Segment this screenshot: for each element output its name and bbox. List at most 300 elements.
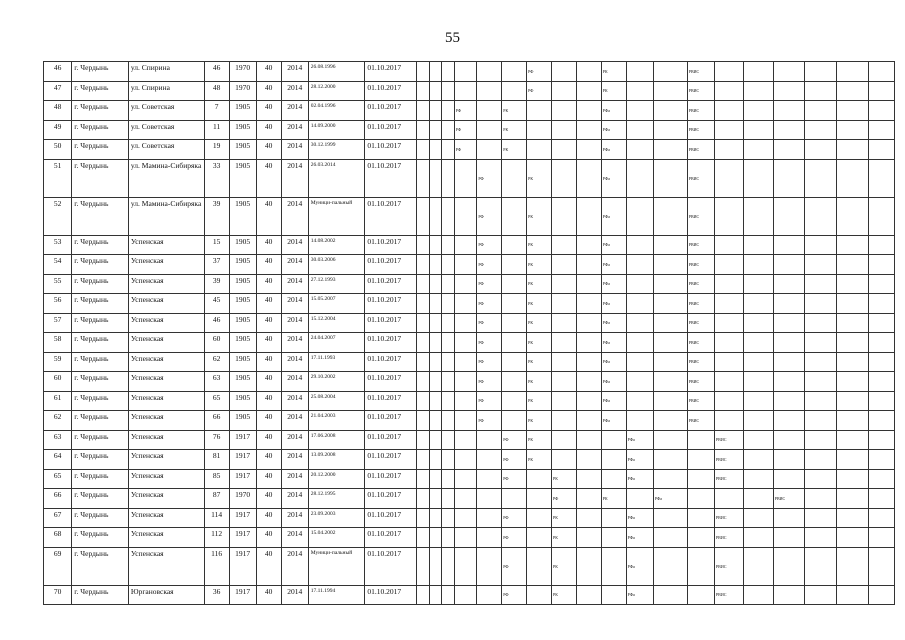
date-cell: 29.10.2002 bbox=[308, 372, 365, 392]
empty-cell bbox=[837, 120, 869, 140]
work-mark-cell: РФа bbox=[626, 585, 653, 605]
empty-cell bbox=[744, 159, 773, 197]
empty-cell bbox=[417, 255, 429, 275]
empty-cell bbox=[442, 372, 454, 392]
empty-cell bbox=[527, 528, 552, 548]
empty-cell bbox=[805, 294, 837, 314]
plan-cell: 2014 bbox=[281, 62, 308, 82]
work-mark-cell: РВИС bbox=[687, 62, 714, 82]
work-mark-cell: РФа bbox=[601, 333, 626, 353]
empty-cell bbox=[442, 62, 454, 82]
row-number: 57 bbox=[44, 313, 72, 333]
house-cell: 62 bbox=[204, 352, 229, 372]
empty-cell bbox=[626, 313, 653, 333]
empty-cell bbox=[805, 450, 837, 470]
row-number: 69 bbox=[44, 547, 72, 585]
table-row bbox=[44, 430, 895, 450]
due-cell: 01.10.2017 bbox=[365, 528, 417, 548]
table-row bbox=[44, 120, 895, 140]
empty-cell bbox=[442, 391, 454, 411]
town-cell: г. Чердынь bbox=[72, 255, 129, 275]
empty-cell bbox=[773, 101, 805, 121]
empty-cell bbox=[653, 430, 687, 450]
wear-cell: 40 bbox=[256, 411, 281, 431]
empty-cell bbox=[442, 489, 454, 509]
date-cell: 28.12.2000 bbox=[308, 81, 365, 101]
table-row bbox=[44, 528, 895, 548]
date-cell: 24.04.2007 bbox=[308, 333, 365, 353]
empty-cell bbox=[454, 528, 477, 548]
plan-cell: 2014 bbox=[281, 294, 308, 314]
empty-cell bbox=[502, 62, 527, 82]
house-cell: 66 bbox=[204, 411, 229, 431]
work-mark-cell: РФ bbox=[477, 372, 502, 392]
year-cell: 1970 bbox=[229, 81, 256, 101]
town-cell: г. Чердынь bbox=[72, 159, 129, 197]
empty-cell bbox=[805, 140, 837, 160]
empty-cell bbox=[744, 101, 773, 121]
town-cell: г. Чердынь bbox=[72, 508, 129, 528]
empty-cell bbox=[714, 197, 743, 235]
table-row bbox=[44, 489, 895, 509]
empty-cell bbox=[417, 489, 429, 509]
town-cell: г. Чердынь bbox=[72, 430, 129, 450]
empty-cell bbox=[417, 120, 429, 140]
empty-cell bbox=[868, 197, 894, 235]
work-mark-cell: РК bbox=[527, 294, 552, 314]
empty-cell bbox=[744, 197, 773, 235]
plan-cell: 2014 bbox=[281, 469, 308, 489]
empty-cell bbox=[626, 391, 653, 411]
plan-cell: 2014 bbox=[281, 101, 308, 121]
empty-cell bbox=[868, 313, 894, 333]
year-cell: 1905 bbox=[229, 140, 256, 160]
row-number: 68 bbox=[44, 528, 72, 548]
empty-cell bbox=[868, 333, 894, 353]
street-cell: Успенская bbox=[128, 430, 204, 450]
year-cell: 1905 bbox=[229, 120, 256, 140]
empty-cell bbox=[626, 101, 653, 121]
plan-cell: 2014 bbox=[281, 274, 308, 294]
work-mark-cell: РФа bbox=[601, 159, 626, 197]
work-mark-cell: РК bbox=[527, 352, 552, 372]
empty-cell bbox=[417, 391, 429, 411]
empty-cell bbox=[552, 411, 577, 431]
empty-cell bbox=[576, 274, 601, 294]
wear-cell: 40 bbox=[256, 391, 281, 411]
empty-cell bbox=[601, 508, 626, 528]
work-mark-cell: РК bbox=[527, 391, 552, 411]
due-cell: 01.10.2017 bbox=[365, 450, 417, 470]
year-cell: 1905 bbox=[229, 333, 256, 353]
empty-cell bbox=[442, 333, 454, 353]
table-row bbox=[44, 372, 895, 392]
table-row bbox=[44, 333, 895, 353]
empty-cell bbox=[653, 159, 687, 197]
empty-cell bbox=[477, 469, 502, 489]
empty-cell bbox=[552, 352, 577, 372]
work-mark-cell: РВИС bbox=[687, 255, 714, 275]
plan-cell: 2014 bbox=[281, 313, 308, 333]
house-cell: 46 bbox=[204, 62, 229, 82]
empty-cell bbox=[626, 255, 653, 275]
town-cell: г. Чердынь bbox=[72, 140, 129, 160]
empty-cell bbox=[552, 372, 577, 392]
street-cell: Успенская bbox=[128, 372, 204, 392]
empty-cell bbox=[454, 62, 477, 82]
plan-cell: 2014 bbox=[281, 235, 308, 255]
empty-cell bbox=[527, 508, 552, 528]
empty-cell bbox=[773, 450, 805, 470]
work-mark-cell: РК bbox=[601, 489, 626, 509]
due-cell: 01.10.2017 bbox=[365, 140, 417, 160]
due-cell: 01.10.2017 bbox=[365, 294, 417, 314]
empty-cell bbox=[527, 140, 552, 160]
empty-cell bbox=[868, 528, 894, 548]
work-mark-cell: РВИС bbox=[687, 333, 714, 353]
empty-cell bbox=[417, 411, 429, 431]
empty-cell bbox=[653, 508, 687, 528]
empty-cell bbox=[576, 101, 601, 121]
empty-cell bbox=[744, 547, 773, 585]
row-number: 47 bbox=[44, 81, 72, 101]
year-cell: 1905 bbox=[229, 101, 256, 121]
row-number: 60 bbox=[44, 372, 72, 392]
work-mark-cell: РФ bbox=[477, 159, 502, 197]
town-cell: г. Чердынь bbox=[72, 81, 129, 101]
empty-cell bbox=[744, 62, 773, 82]
table-row bbox=[44, 450, 895, 470]
work-mark-cell: РВИС bbox=[687, 197, 714, 235]
house-cell: 85 bbox=[204, 469, 229, 489]
empty-cell bbox=[454, 450, 477, 470]
empty-cell bbox=[429, 528, 441, 548]
work-mark-cell: РВИС bbox=[687, 294, 714, 314]
empty-cell bbox=[868, 120, 894, 140]
town-cell: г. Чердынь bbox=[72, 585, 129, 605]
empty-cell bbox=[576, 352, 601, 372]
work-mark-cell: РВИС bbox=[773, 489, 805, 509]
empty-cell bbox=[601, 469, 626, 489]
empty-cell bbox=[454, 352, 477, 372]
empty-cell bbox=[744, 140, 773, 160]
empty-cell bbox=[429, 411, 441, 431]
table-row bbox=[44, 391, 895, 411]
wear-cell: 40 bbox=[256, 294, 281, 314]
work-mark-cell: РВИС bbox=[714, 585, 743, 605]
empty-cell bbox=[576, 81, 601, 101]
empty-cell bbox=[773, 81, 805, 101]
plan-cell: 2014 bbox=[281, 411, 308, 431]
empty-cell bbox=[687, 430, 714, 450]
plan-cell: 2014 bbox=[281, 140, 308, 160]
empty-cell bbox=[805, 547, 837, 585]
empty-cell bbox=[837, 81, 869, 101]
date-cell: 17.11.1993 bbox=[308, 352, 365, 372]
plan-cell: 2014 bbox=[281, 547, 308, 585]
empty-cell bbox=[837, 159, 869, 197]
empty-cell bbox=[552, 450, 577, 470]
empty-cell bbox=[653, 469, 687, 489]
town-cell: г. Чердынь bbox=[72, 489, 129, 509]
wear-cell: 40 bbox=[256, 274, 281, 294]
table-row bbox=[44, 352, 895, 372]
work-mark-cell: РФ bbox=[527, 81, 552, 101]
empty-cell bbox=[527, 585, 552, 605]
date-cell: 14.09.2000 bbox=[308, 120, 365, 140]
row-number: 48 bbox=[44, 101, 72, 121]
work-mark-cell: РФа bbox=[601, 352, 626, 372]
empty-cell bbox=[442, 469, 454, 489]
wear-cell: 40 bbox=[256, 547, 281, 585]
empty-cell bbox=[601, 450, 626, 470]
empty-cell bbox=[429, 159, 441, 197]
empty-cell bbox=[773, 274, 805, 294]
town-cell: г. Чердынь bbox=[72, 469, 129, 489]
empty-cell bbox=[773, 430, 805, 450]
empty-cell bbox=[417, 430, 429, 450]
work-mark-cell: РВИС bbox=[687, 120, 714, 140]
empty-cell bbox=[626, 62, 653, 82]
due-cell: 01.10.2017 bbox=[365, 430, 417, 450]
due-cell: 01.10.2017 bbox=[365, 101, 417, 121]
empty-cell bbox=[805, 333, 837, 353]
empty-cell bbox=[714, 235, 743, 255]
wear-cell: 40 bbox=[256, 313, 281, 333]
due-cell: 01.10.2017 bbox=[365, 62, 417, 82]
empty-cell bbox=[837, 235, 869, 255]
work-mark-cell: РФа bbox=[601, 372, 626, 392]
work-mark-cell: РВИС bbox=[687, 372, 714, 392]
table-row bbox=[44, 255, 895, 275]
empty-cell bbox=[714, 159, 743, 197]
empty-cell bbox=[744, 450, 773, 470]
empty-cell bbox=[653, 528, 687, 548]
empty-cell bbox=[429, 372, 441, 392]
house-cell: 87 bbox=[204, 489, 229, 509]
year-cell: 1905 bbox=[229, 313, 256, 333]
empty-cell bbox=[527, 101, 552, 121]
empty-cell bbox=[653, 411, 687, 431]
empty-cell bbox=[454, 547, 477, 585]
table-row bbox=[44, 585, 895, 605]
empty-cell bbox=[442, 140, 454, 160]
empty-cell bbox=[417, 159, 429, 197]
empty-cell bbox=[429, 450, 441, 470]
date-cell: 25.08.2004 bbox=[308, 391, 365, 411]
table-row bbox=[44, 101, 895, 121]
empty-cell bbox=[454, 235, 477, 255]
empty-cell bbox=[805, 469, 837, 489]
empty-cell bbox=[454, 255, 477, 275]
empty-cell bbox=[442, 197, 454, 235]
date-cell: 30.12.1999 bbox=[308, 140, 365, 160]
year-cell: 1917 bbox=[229, 547, 256, 585]
date-cell: 30.03.2006 bbox=[308, 255, 365, 275]
empty-cell bbox=[744, 469, 773, 489]
house-cell: 114 bbox=[204, 508, 229, 528]
work-mark-cell: РК bbox=[527, 450, 552, 470]
empty-cell bbox=[417, 294, 429, 314]
empty-cell bbox=[653, 333, 687, 353]
street-cell: ул. Советская bbox=[128, 120, 204, 140]
empty-cell bbox=[552, 235, 577, 255]
empty-cell bbox=[868, 159, 894, 197]
year-cell: 1905 bbox=[229, 294, 256, 314]
table-row bbox=[44, 508, 895, 528]
empty-cell bbox=[429, 294, 441, 314]
work-mark-cell: РФа bbox=[626, 469, 653, 489]
empty-cell bbox=[417, 81, 429, 101]
work-mark-cell: РВИС bbox=[714, 430, 743, 450]
street-cell: ул. Советская bbox=[128, 101, 204, 121]
empty-cell bbox=[477, 140, 502, 160]
empty-cell bbox=[805, 159, 837, 197]
work-mark-cell: РК bbox=[502, 140, 527, 160]
empty-cell bbox=[601, 547, 626, 585]
empty-cell bbox=[576, 159, 601, 197]
work-mark-cell: РФ bbox=[502, 528, 527, 548]
table-row bbox=[44, 62, 895, 82]
empty-cell bbox=[429, 120, 441, 140]
due-cell: 01.10.2017 bbox=[365, 235, 417, 255]
empty-cell bbox=[687, 585, 714, 605]
empty-cell bbox=[442, 101, 454, 121]
year-cell: 1970 bbox=[229, 489, 256, 509]
wear-cell: 40 bbox=[256, 333, 281, 353]
empty-cell bbox=[626, 274, 653, 294]
work-mark-cell: РФ bbox=[477, 235, 502, 255]
row-number: 66 bbox=[44, 489, 72, 509]
due-cell: 01.10.2017 bbox=[365, 469, 417, 489]
empty-cell bbox=[442, 430, 454, 450]
row-number: 63 bbox=[44, 430, 72, 450]
work-mark-cell: РК bbox=[552, 585, 577, 605]
table-row bbox=[44, 140, 895, 160]
empty-cell bbox=[744, 235, 773, 255]
empty-cell bbox=[429, 469, 441, 489]
empty-cell bbox=[477, 101, 502, 121]
empty-cell bbox=[805, 62, 837, 82]
row-number: 61 bbox=[44, 391, 72, 411]
empty-cell bbox=[502, 235, 527, 255]
work-mark-cell: РВИС bbox=[687, 81, 714, 101]
date-cell: 26.03.2014 bbox=[308, 159, 365, 197]
row-number: 52 bbox=[44, 197, 72, 235]
year-cell: 1917 bbox=[229, 430, 256, 450]
empty-cell bbox=[653, 62, 687, 82]
date-cell: 23.09.2003 bbox=[308, 508, 365, 528]
empty-cell bbox=[714, 62, 743, 82]
empty-cell bbox=[653, 274, 687, 294]
empty-cell bbox=[454, 294, 477, 314]
empty-cell bbox=[477, 585, 502, 605]
wear-cell: 40 bbox=[256, 120, 281, 140]
work-mark-cell: РФа bbox=[601, 255, 626, 275]
empty-cell bbox=[653, 101, 687, 121]
due-cell: 01.10.2017 bbox=[365, 585, 417, 605]
wear-cell: 40 bbox=[256, 81, 281, 101]
empty-cell bbox=[653, 372, 687, 392]
empty-cell bbox=[868, 391, 894, 411]
empty-cell bbox=[442, 313, 454, 333]
work-mark-cell: РВИС bbox=[687, 235, 714, 255]
empty-cell bbox=[805, 352, 837, 372]
empty-cell bbox=[417, 101, 429, 121]
work-mark-cell: РК bbox=[527, 274, 552, 294]
row-number: 54 bbox=[44, 255, 72, 275]
empty-cell bbox=[805, 235, 837, 255]
table-row bbox=[44, 197, 895, 235]
empty-cell bbox=[502, 352, 527, 372]
year-cell: 1905 bbox=[229, 274, 256, 294]
work-mark-cell: РФ bbox=[502, 450, 527, 470]
empty-cell bbox=[714, 489, 743, 509]
empty-cell bbox=[576, 197, 601, 235]
work-mark-cell: РК bbox=[527, 430, 552, 450]
work-mark-cell: РФ bbox=[454, 101, 477, 121]
year-cell: 1905 bbox=[229, 391, 256, 411]
due-cell: 01.10.2017 bbox=[365, 313, 417, 333]
empty-cell bbox=[417, 585, 429, 605]
empty-cell bbox=[687, 508, 714, 528]
empty-cell bbox=[837, 489, 869, 509]
empty-cell bbox=[576, 450, 601, 470]
date-cell: Муници-пальный bbox=[308, 197, 365, 235]
empty-cell bbox=[837, 469, 869, 489]
empty-cell bbox=[502, 372, 527, 392]
street-cell: Успенская bbox=[128, 411, 204, 431]
empty-cell bbox=[805, 585, 837, 605]
due-cell: 01.10.2017 bbox=[365, 411, 417, 431]
work-mark-cell: РВИС bbox=[687, 159, 714, 197]
empty-cell bbox=[653, 140, 687, 160]
work-mark-cell: РВИС bbox=[714, 528, 743, 548]
empty-cell bbox=[805, 391, 837, 411]
work-mark-cell: РК bbox=[527, 313, 552, 333]
table-row bbox=[44, 313, 895, 333]
work-mark-cell: РК bbox=[601, 81, 626, 101]
year-cell: 1917 bbox=[229, 450, 256, 470]
row-number: 55 bbox=[44, 274, 72, 294]
work-mark-cell: РВИС bbox=[714, 469, 743, 489]
empty-cell bbox=[502, 333, 527, 353]
wear-cell: 40 bbox=[256, 235, 281, 255]
date-cell: 20.12.2000 bbox=[308, 469, 365, 489]
empty-cell bbox=[714, 120, 743, 140]
year-cell: 1905 bbox=[229, 372, 256, 392]
year-cell: 1917 bbox=[229, 528, 256, 548]
year-cell: 1917 bbox=[229, 585, 256, 605]
street-cell: Успенская bbox=[128, 255, 204, 275]
due-cell: 01.10.2017 bbox=[365, 274, 417, 294]
empty-cell bbox=[442, 81, 454, 101]
empty-cell bbox=[429, 197, 441, 235]
town-cell: г. Чердынь bbox=[72, 120, 129, 140]
work-mark-cell: РФа bbox=[601, 197, 626, 235]
empty-cell bbox=[626, 140, 653, 160]
wear-cell: 40 bbox=[256, 469, 281, 489]
empty-cell bbox=[454, 489, 477, 509]
plan-cell: 2014 bbox=[281, 333, 308, 353]
empty-cell bbox=[868, 411, 894, 431]
row-number: 62 bbox=[44, 411, 72, 431]
empty-cell bbox=[626, 235, 653, 255]
wear-cell: 40 bbox=[256, 489, 281, 509]
empty-cell bbox=[744, 294, 773, 314]
empty-cell bbox=[773, 235, 805, 255]
empty-cell bbox=[868, 430, 894, 450]
